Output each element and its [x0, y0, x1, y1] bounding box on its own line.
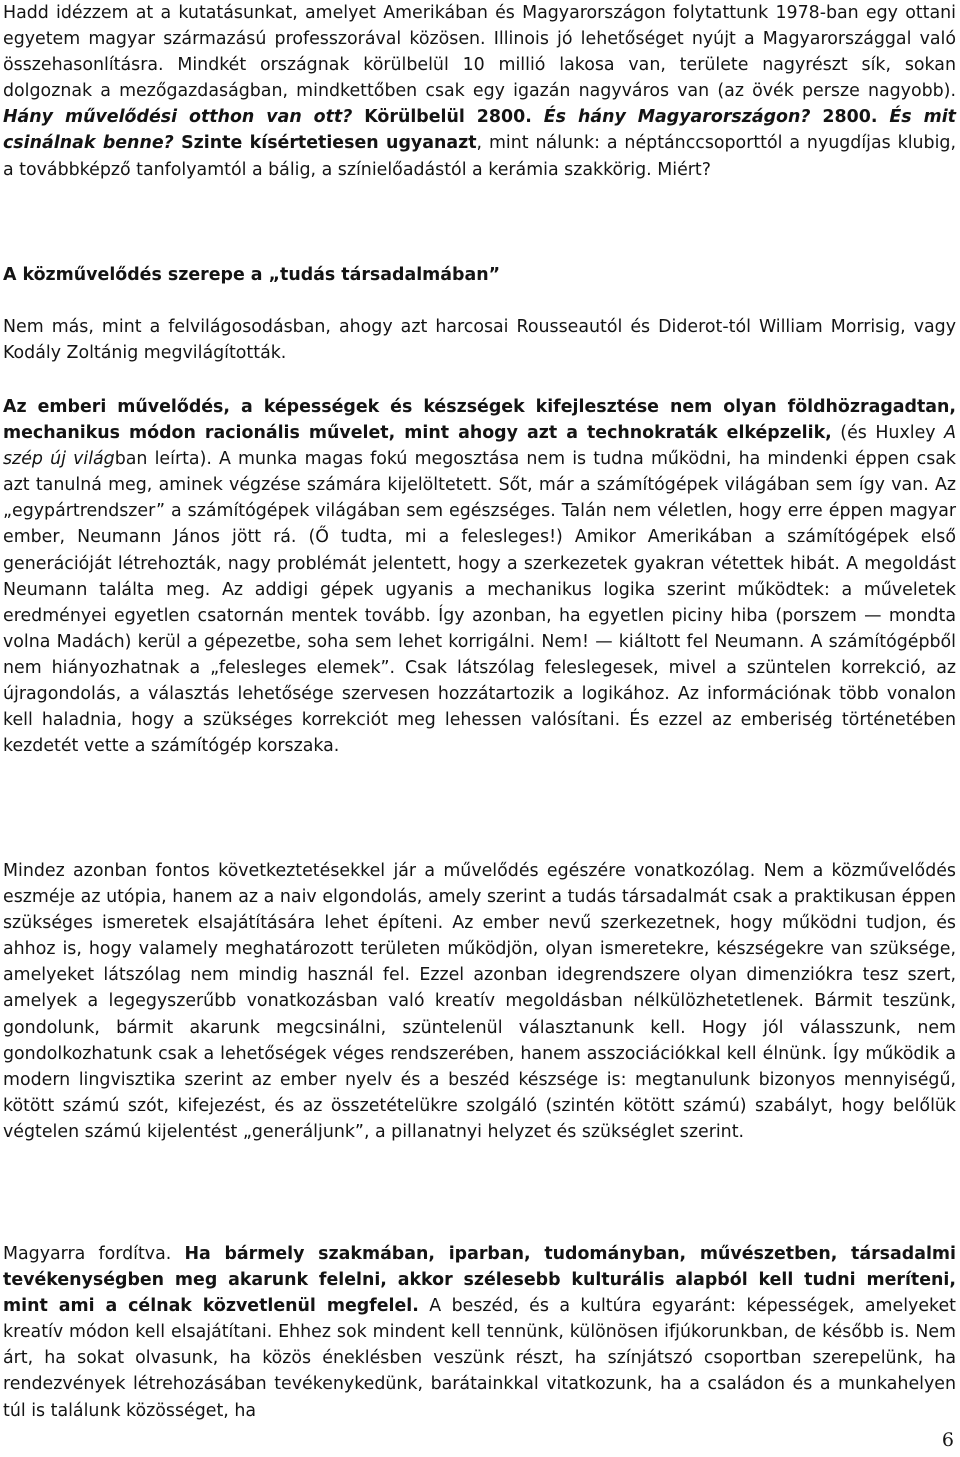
text-segment: Nem más, mint a felvilágosodásban, ahogy azt harcosai Rousseautól és Diderot-tól William Morrisig, vagy Kodály Zoltánig megvilágították.	[3, 317, 956, 364]
text-segment: ban leírta). A munka magas fokú megosztása nem is tudna működni, ha mindenki éppen csak azt tanulná meg, aminek végzése számára kijelöltetett. Sőt, már a számítógépek világában sem így van. Az „egypártrendszer” a számítógépek világában sem egészséges. Talán nem véletlen, hogy erre éppen magyar ember, Neumann János jött rá. (Ő tudta, mi a felesleges!) Amikor Amerikában a számítógépek első generációját létrehozták, nagy problémát jelentett, hogy a szerkezetek gyakran vétettek hibát. A megoldást Neumann találta meg. Az addigi gépek ugyanis a mechanikus logika szerint működtek: a műveletek eredményei egyetlen csatornán mentek tovább. Így azonban, ha egyetlen piciny hiba (porszem — mondta volna Madách) kerül a gépezetbe, soha sem lehet korrigálni. Nem! — kiáltott fel Neumann. A számítógépből nem hiányozhatnak a „felesleges elemek”. Csak látszólag feleslegesek, mivel a szüntelen korrekció, az újragondolás, a választás lehetősége szervesen hozzátartozik a logikához. Az információnak több vonalon kell haladnia, hogy a szükséges korrekciót meg lehessen valósítani. És ezzel az emberiség történetében kezdetét vette a számítógép korszaka.	[3, 449, 956, 757]
text-segment: 2800.	[810, 107, 890, 128]
paragraph-enlightenment	[3, 314, 956, 366]
text-segment: És hány Magyarországon?	[543, 107, 811, 128]
paragraph-utopia	[3, 858, 956, 1145]
text-segment: Körülbelül 2800.	[352, 107, 544, 128]
text-segment: Az emberi művelődés, a képességek és készségek kifejlesztése nem olyan földhözragadtan, mechanikus módon racionális művelet, mint ahogy azt a technokraták elképzelik,	[3, 397, 956, 444]
text-segment: Magyarra fordítva.	[3, 1244, 185, 1264]
text-segment: Szinte kísértetiesen ugyanazt	[173, 133, 477, 154]
section-heading	[3, 262, 956, 288]
page-number: 6	[941, 1429, 954, 1451]
text-segment: Hány művelődési otthon van ott?	[3, 107, 353, 128]
paragraph-neumann	[3, 394, 956, 759]
paragraph-research-comparison	[3, 0, 956, 183]
text-segment: És mit csinálnak benne?	[3, 107, 956, 154]
text-segment: (és Huxley	[831, 423, 945, 444]
text-segment: Mindez azonban fontos következtetésekkel jár a művelődés egészére vonatkozólag. Nem a közművelődés eszméje az utópia, hanem az a naiv elgondolás, amely szerint a tudás társadalmát csak a praktikusan éppen szükséges ismeretek elsajátítására lehet építeni. Az ember nevű szerkezetnek, hogy működni tudjon, és ahhoz is, hogy valamely meghatározott területen működjön, olyan ismeretekre, készségekre van szüksége, amelyeket látszólag nem mindig használ fel. Ezzel azonban idegrendszere olyan dimenziókra tesz szert, amelyek a legegyszerűbb vonatkozásban való kreatív megoldásban nélkülözhetetlenek. Bármit teszünk, gondolunk, bármit akarunk megcsinálni, szüntelenül választanunk kell. Hogy jól válasszunk, nem gondolkozhatunk csak a lehetőségek véges rendszerében, hanem asszociációkkal kell élnünk. Így működik a modern lingvisztika szerint az ember nyelv és a beszéd készsége is: megtanulunk bizonyos mennyiségű, kötött számú szót, kifejezést, és az összetételükre szolgáló (szintén kötött számú) szabályt, hogy belőlük végtelen számú kijelentést „generáljunk”, a pillanatnyi helyzet és szükséglet szerint.	[3, 861, 956, 1142]
text-segment: Hadd idézzem at a kutatásunkat, amelyet Amerikában és Magyarországon folytattunk 1978-ban egy ottani egyetem magyar származású professzorával közösen. Illinois jó lehetőséget nyújt a Magyarországgal való összehasonlításra. Mindkét országnak körülbelül 10 millió lakosa van, területe nagyrészt sík, sokan dolgoznak a mezőgazdaságban, mindkettőben csak egy igazán nagyváros van (az övék persze nagyobb).	[3, 3, 956, 102]
text-segment: Ha bármely szakmában, iparban, tudományban, művészetben, társadalmi tevékenységben meg akarunk felelni, akkor szélesebb kulturális alapból kell tudni meríteni, mint ami a célnak közvetlenül megfelel.	[3, 1244, 956, 1317]
text-segment: A közművelődés szerepe a „tudás társadalmában”	[3, 265, 501, 285]
paragraph-hungarian-translation	[3, 1241, 956, 1424]
text-segment: A szép új világ	[3, 423, 957, 470]
text-segment: A beszéd, és a kultúra egyaránt: képességek, amelyeket kreatív módon kell elsajátítani. Ehhez sok mindent kell tennünk, különösen ifjúkorunkban, de később is. Nem árt, ha sokat olvasunk, ha közös éneklésben veszünk részt, ha színjátszó csoportban szerepelünk, ha rendezvények létrehozásában tevékenykedünk, barátainkkal vitatkozunk, ha a családon és a munkahelyen túl is találunk közösséget, ha	[3, 1296, 956, 1421]
text-segment: , mint nálunk: a néptánccsoporttól a nyugdíjas klubig, a továbbképző tanfolyamtól a bálig, a színielőadástól a kerámia szakkörig. Miért?	[3, 133, 956, 180]
